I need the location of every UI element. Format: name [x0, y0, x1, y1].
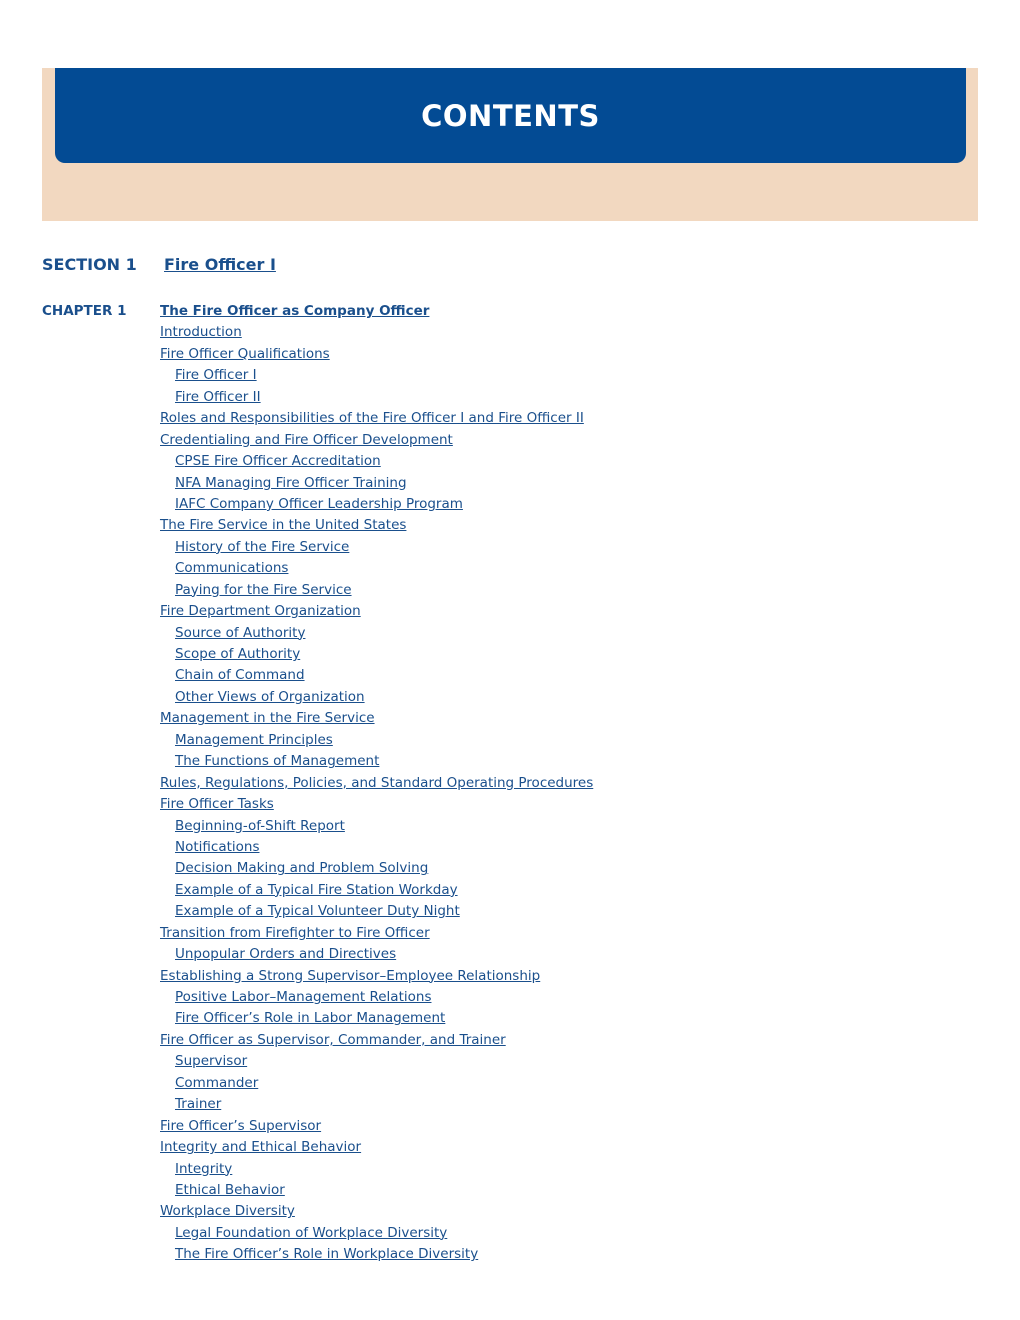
- toc-entry-link[interactable]: Workplace Diversity: [160, 1203, 295, 1220]
- section-title-link[interactable]: Fire Officer I: [164, 255, 276, 274]
- toc-entry-link[interactable]: Management in the Fire Service: [160, 710, 375, 727]
- chapter-toc-list: [160, 301, 593, 1266]
- toc-subentry-link[interactable]: Decision Making and Problem Solving: [175, 860, 429, 877]
- toc-subentry-link[interactable]: Example of a Typical Fire Station Workday: [175, 881, 458, 898]
- toc-subentry-link[interactable]: Ethical Behavior: [175, 1181, 285, 1198]
- toc-subentry-link[interactable]: History of the Fire Service: [175, 538, 350, 555]
- toc-entry-link[interactable]: Fire Officer Tasks: [160, 796, 274, 813]
- toc-subentry-link[interactable]: Commander: [175, 1074, 259, 1091]
- toc-entry-link[interactable]: Roles and Responsibilities of the Fire Officer I and Fire Officer II: [160, 410, 584, 427]
- page-title: CONTENTS: [421, 98, 600, 133]
- toc-subentry-link[interactable]: Fire Officer II: [175, 388, 261, 405]
- toc-subentry-link[interactable]: The Fire Officer’s Role in Workplace Diversity: [175, 1246, 479, 1263]
- toc-subentry-link[interactable]: Trainer: [175, 1096, 222, 1113]
- chapter-title-link[interactable]: The Fire Officer as Company Officer: [160, 303, 430, 319]
- toc-subentry-link[interactable]: Beginning-of-Shift Report: [175, 817, 345, 834]
- toc-entry-link[interactable]: Integrity and Ethical Behavior: [160, 1139, 362, 1156]
- toc-subentry-link[interactable]: Legal Foundation of Workplace Diversity: [175, 1224, 448, 1241]
- toc-subentry-link[interactable]: Fire Officer’s Role in Labor Management: [175, 1010, 446, 1027]
- toc-subentry-link[interactable]: Other Views of Organization: [175, 688, 365, 705]
- toc-subentry-link[interactable]: The Functions of Management: [175, 753, 380, 770]
- toc-entry-link[interactable]: The Fire Service in the United States: [160, 517, 407, 534]
- toc-entry-link[interactable]: Fire Officer’s Supervisor: [160, 1117, 322, 1134]
- contents-banner: [55, 68, 966, 163]
- section-label: SECTION 1: [42, 255, 137, 274]
- toc-subentry-link[interactable]: Supervisor: [175, 1053, 248, 1070]
- toc-subentry-link[interactable]: Communications: [175, 560, 289, 577]
- chapter-label: CHAPTER 1: [42, 303, 127, 319]
- toc-entry-link[interactable]: Introduction: [160, 324, 242, 341]
- toc-subentry-link[interactable]: CPSE Fire Officer Accreditation: [175, 453, 381, 470]
- toc-entry-link[interactable]: Rules, Regulations, Policies, and Standard Operating Procedures: [160, 774, 594, 791]
- toc-entry-link[interactable]: Credentialing and Fire Officer Development: [160, 431, 453, 448]
- toc-subentry-link[interactable]: NFA Managing Fire Officer Training: [175, 474, 407, 491]
- toc-subentry-link[interactable]: Source of Authority: [175, 624, 306, 641]
- toc-subentry-link[interactable]: Management Principles: [175, 731, 333, 748]
- toc-subentry-link[interactable]: Unpopular Orders and Directives: [175, 946, 397, 963]
- toc-entry-link[interactable]: Transition from Firefighter to Fire Officer: [160, 924, 430, 941]
- toc-entry-link[interactable]: Fire Officer as Supervisor, Commander, and Trainer: [160, 1031, 506, 1048]
- toc-subentry-link[interactable]: Positive Labor–Management Relations: [175, 989, 432, 1005]
- toc-subentry-link[interactable]: IAFC Company Officer Leadership Program: [175, 495, 463, 512]
- toc-entry-link[interactable]: Establishing a Strong Supervisor–Employee Relationship: [160, 967, 541, 984]
- toc-subentry-link[interactable]: Chain of Command: [175, 667, 305, 684]
- toc-subentry-link[interactable]: Integrity: [175, 1160, 233, 1177]
- toc-subentry-link[interactable]: Example of a Typical Volunteer Duty Night: [175, 903, 460, 920]
- toc-subentry-link[interactable]: Paying for the Fire Service: [175, 581, 352, 598]
- toc-subentry-link[interactable]: Notifications: [175, 838, 260, 855]
- toc-entry-link[interactable]: Fire Department Organization: [160, 603, 361, 620]
- toc-subentry-link[interactable]: Scope of Authority: [175, 646, 301, 662]
- toc-subentry-link[interactable]: Fire Officer I: [175, 367, 257, 384]
- toc-entry-link[interactable]: Fire Officer Qualifications: [160, 345, 330, 362]
